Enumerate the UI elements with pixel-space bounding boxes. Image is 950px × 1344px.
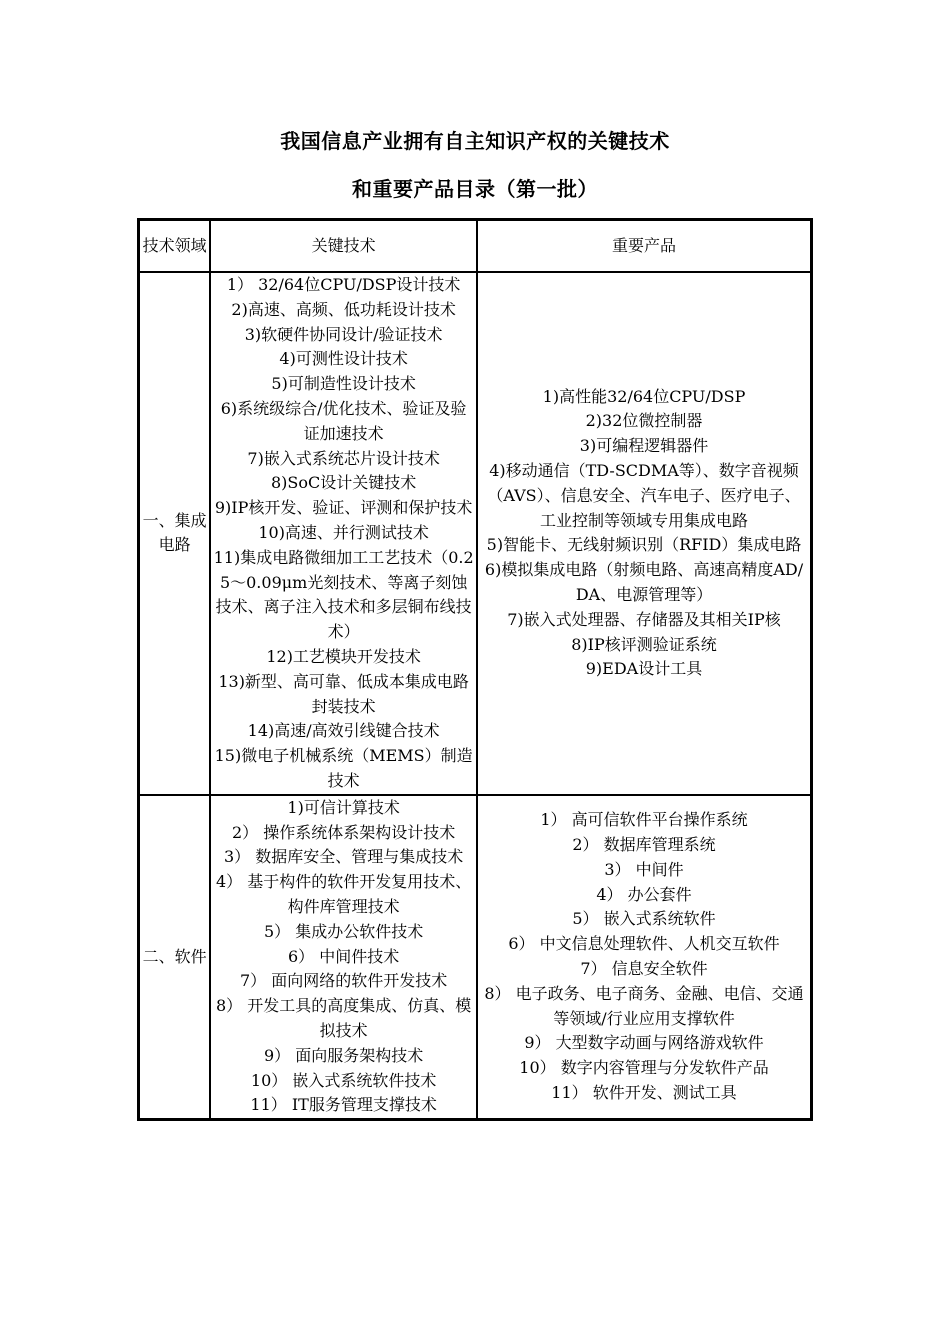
list-item: 6)模拟集成电路（射频电路、高速高精度AD/DA、电源管理等） bbox=[484, 560, 804, 604]
list-item: 12)工艺模块开发技术 bbox=[266, 646, 421, 666]
list-item: 9)EDA设计工具 bbox=[585, 659, 703, 679]
list-item: 5)智能卡、无线射频识别（RFID）集成电路 bbox=[486, 535, 802, 555]
header-key-tech: 关键技术 bbox=[210, 220, 477, 272]
list-item: 2） 数据库管理系统 bbox=[572, 834, 716, 854]
product-list bbox=[477, 272, 811, 795]
list-item: 7)嵌入式处理器、存储器及其相关IP核 bbox=[507, 609, 781, 629]
field-cell: 二、软件 bbox=[139, 795, 210, 1119]
table-row bbox=[139, 795, 811, 1119]
list-item: 15)微电子机械系统（MEMS）制造技术 bbox=[214, 746, 473, 790]
list-item: 3） 中间件 bbox=[604, 859, 684, 879]
tech-list bbox=[210, 272, 477, 795]
list-item: 8） 开发工具的高度集成、仿真、模拟技术 bbox=[216, 996, 472, 1040]
list-item: 5） 嵌入式系统软件 bbox=[572, 909, 716, 929]
list-item: 10） 嵌入式系统软件技术 bbox=[250, 1070, 437, 1090]
header-products: 重要产品 bbox=[477, 220, 811, 272]
list-item: 10)高速、并行测试技术 bbox=[258, 522, 429, 542]
list-item: 5)可制造性设计技术 bbox=[271, 374, 416, 394]
list-item: 3)软硬件协同设计/验证技术 bbox=[244, 324, 443, 344]
list-item: 6)系统级综合/优化技术、验证及验证加速技术 bbox=[220, 398, 467, 443]
list-item: 8)IP核评测验证系统 bbox=[571, 634, 717, 654]
list-item: 7） 面向网络的软件开发技术 bbox=[240, 971, 448, 991]
list-item: 2)32位微控制器 bbox=[585, 411, 703, 431]
table-header-row bbox=[139, 220, 811, 272]
catalog-table bbox=[137, 218, 813, 1121]
list-item: 13)新型、高可靠、低成本集成电路封装技术 bbox=[218, 671, 469, 716]
list-item: 14)高速/高效引线键合技术 bbox=[247, 721, 440, 741]
list-item: 11)集成电路微细加工工艺技术（0.25～0.09μm光刻技术、等离子刻蚀技术、离子注入技术和多层铜布线技术） bbox=[213, 547, 474, 642]
list-item: 4)可测性设计技术 bbox=[279, 349, 408, 369]
list-item: 5） 集成办公软件技术 bbox=[264, 921, 424, 941]
header-field: 技术领域 bbox=[139, 220, 210, 272]
page-subtitle: 和重要产品目录（第一批） bbox=[352, 177, 598, 201]
list-item: 6） 中间件技术 bbox=[288, 946, 400, 966]
list-item: 9） 大型数字动画与网络游戏软件 bbox=[524, 1033, 764, 1053]
list-item: 2)高速、高频、低功耗设计技术 bbox=[231, 299, 456, 319]
list-item: 4)移动通信（TD-SCDMA等）、数字音视频（AVS）、信息安全、汽车电子、医疗电子、工业控制等领域专用集成电路 bbox=[487, 460, 801, 530]
list-item: 10） 数字内容管理与分发软件产品 bbox=[519, 1058, 769, 1078]
tech-list bbox=[210, 795, 477, 1119]
list-item: 3） 数据库安全、管理与集成技术 bbox=[224, 847, 464, 867]
field-cell: 一、集成电路 bbox=[139, 272, 210, 795]
list-item: 2） 操作系统体系架构设计技术 bbox=[232, 822, 456, 842]
list-item: 1)可信计算技术 bbox=[287, 797, 400, 817]
list-item: 4） 办公套件 bbox=[596, 884, 692, 904]
list-item: 1)高性能32/64位CPU/DSP bbox=[542, 386, 746, 406]
list-item: 7） 信息安全软件 bbox=[580, 958, 708, 978]
table-row bbox=[139, 272, 811, 795]
list-item: 1） 高可信软件平台操作系统 bbox=[540, 810, 748, 830]
list-item: 8)SoC设计关键技术 bbox=[271, 473, 417, 493]
list-item: 9） 面向服务架构技术 bbox=[264, 1045, 424, 1065]
list-item: 11） 软件开发、测试工具 bbox=[551, 1082, 737, 1102]
product-list bbox=[477, 795, 811, 1119]
list-item: 4） 基于构件的软件开发复用技术、构件库管理技术 bbox=[216, 872, 472, 916]
list-item: 11） IT服务管理支撑技术 bbox=[250, 1095, 437, 1115]
list-item: 9)IP核开发、验证、评测和保护技术 bbox=[214, 498, 473, 518]
list-item: 3)可编程逻辑器件 bbox=[579, 436, 709, 456]
list-item: 7)嵌入式系统芯片设计技术 bbox=[247, 448, 440, 468]
list-item: 1） 32/64位CPU/DSP设计技术 bbox=[226, 275, 461, 294]
page-title: 我国信息产业拥有自主知识产权的关键技术 bbox=[280, 129, 670, 153]
list-item: 8） 电子政务、电子商务、金融、电信、交通等领域/行业应用支撑软件 bbox=[484, 983, 804, 1028]
list-item: 6） 中文信息处理软件、人机交互软件 bbox=[508, 934, 780, 954]
